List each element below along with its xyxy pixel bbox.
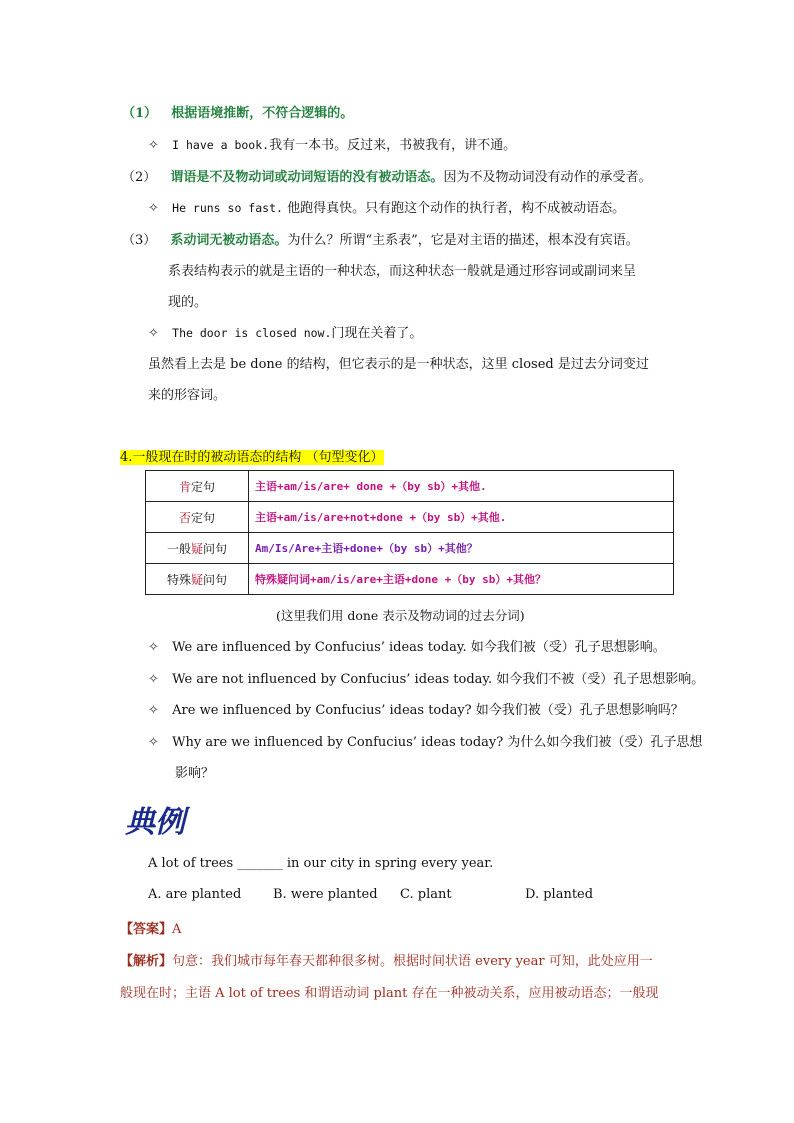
example-1-en: I have a book. xyxy=(172,138,270,152)
rule-1-title: 根据语境推断，不符合逻辑的。 xyxy=(171,106,354,121)
table-caption: (这里我们用 done 表示及物动词的过去分词) xyxy=(276,608,525,623)
example-3-en: The door is closed now. xyxy=(172,326,332,340)
option-a: A. are planted xyxy=(148,887,242,902)
analysis-label: 【解析】 xyxy=(120,954,173,969)
rule-3-number: （3） xyxy=(122,233,157,248)
passive-example-2: ✧ We are not influenced by Confucius’ ideas today. 如今我们不被（受）孔子思想影响。 xyxy=(148,672,705,687)
pattern-affirmative: 主语+am/is/are+ done +（by sb）+其他. xyxy=(249,471,674,502)
example-1 xyxy=(148,134,516,153)
passive-example-4: ✧ Why are we influenced by Confucius’ ideas today? 为什么如今我们被（受）孔子思想 xyxy=(148,735,703,750)
note-line-1: 虽然看上去是 be done 的结构，但它表示的是一种状态，这里 closed 是过去分词变过 xyxy=(148,357,649,372)
table-row xyxy=(146,471,674,502)
answer-label: 【答案】 xyxy=(120,922,173,937)
logo-text: 典例 xyxy=(125,805,185,840)
row-label-affirmative: 肯定句 xyxy=(146,471,249,502)
diamond-bullet-icon: ✧ xyxy=(148,703,159,718)
rule-3-rest: 为什么？所谓“主系表”，它是对主语的描述，根本没有宾语。 xyxy=(287,233,639,248)
table-row xyxy=(146,502,674,533)
option-c: C. plant xyxy=(400,887,452,902)
example-1-zh: 我有一本书。反过来，书被我有，讲不通。 xyxy=(269,138,517,153)
passive-example-1: ✧ We are influenced by Confucius’ ideas today. 如今我们被（受）孔子思想影响。 xyxy=(148,640,666,655)
rule-3 xyxy=(122,229,639,248)
pattern-general-question: Am/Is/Are+主语+done+（by sb）+其他？ xyxy=(249,533,674,564)
table-row xyxy=(146,564,674,595)
diamond-bullet-icon: ✧ xyxy=(148,138,159,153)
rule-2-title: 谓语是不及物动词或动词短语的没有被动语态。 xyxy=(170,170,444,185)
example-3 xyxy=(148,322,422,341)
rule-2-rest: 因为不及物动词没有动作的承受者。 xyxy=(443,170,652,185)
rule-3-title: 系动词无被动语态。 xyxy=(170,233,288,248)
row-label-negative: 否定句 xyxy=(146,502,249,533)
answer xyxy=(120,918,181,937)
diamond-bullet-icon: ✧ xyxy=(148,201,159,216)
rule-1-number: （1） xyxy=(122,106,158,121)
section-title-text: 4.一般现在时的被动语态的结构 （句型变化） xyxy=(120,450,384,465)
row-label-general-question: 一般疑问句 xyxy=(146,533,249,564)
example-2 xyxy=(148,197,625,216)
pattern-special-question: 特殊疑问词+am/is/are+主语+done +（by sb）+其他？ xyxy=(249,564,674,595)
passive-example-3: ✧ Are we influenced by Confucius’ ideas today? 如今我们被（受）孔子思想影响吗？ xyxy=(148,703,684,718)
rule-1 xyxy=(122,102,353,121)
example-3-zh: 门现在关着了。 xyxy=(331,326,423,341)
diamond-bullet-icon: ✧ xyxy=(148,326,159,341)
passive-example-4-cont: 影响？ xyxy=(175,766,215,781)
row-label-special-question: 特殊疑问句 xyxy=(146,564,249,595)
diamond-bullet-icon: ✧ xyxy=(148,672,159,687)
answer-value: A xyxy=(172,922,182,937)
rule-3-cont-1: 系表结构表示的就是主语的一种状态，而这种状态一般就是通过形容词或副词来呈 xyxy=(168,264,637,279)
example-2-en: He runs so fast. xyxy=(172,201,283,215)
option-d: D. planted xyxy=(525,887,594,902)
option-b: B. were planted xyxy=(273,887,378,902)
diamond-bullet-icon: ✧ xyxy=(148,640,159,655)
diamond-bullet-icon: ✧ xyxy=(148,735,159,750)
rule-3-cont-2: 现的。 xyxy=(168,295,208,310)
example-2-zh: 他跑得真快。只有跑这个动作的执行者，构不成被动语态。 xyxy=(287,201,626,216)
table-row xyxy=(146,533,674,564)
pattern-negative: 主语+am/is/are+not+done +（by sb）+其他. xyxy=(249,502,674,533)
analysis-line-1: 【解析】句意：我们城市每年春天都种很多树。根据时间状语 every year 可知，此处应用一 xyxy=(120,954,653,969)
question-text: A lot of trees _______ in our city in spring every year. xyxy=(148,856,494,871)
rule-2 xyxy=(122,166,651,185)
example-logo xyxy=(123,800,203,840)
analysis-line-2: 般现在时；主语 A lot of trees 和谓语动词 plant 存在一种被动关系，应用被动语态；一般现 xyxy=(120,986,659,1001)
section-title xyxy=(120,446,384,465)
rule-2-number: （2） xyxy=(122,170,157,185)
note-line-2: 来的形容词。 xyxy=(148,388,227,403)
grammar-table xyxy=(145,470,674,595)
